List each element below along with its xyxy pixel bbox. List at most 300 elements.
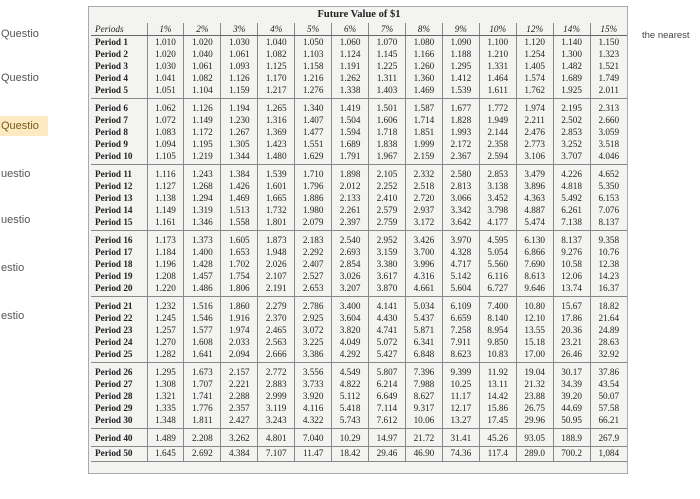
table-cell: 13.74 xyxy=(553,282,590,297)
sidebar-question-tab[interactable]: Questio xyxy=(1,72,39,84)
table-cell: 1.689 xyxy=(553,72,590,84)
table-cell: 1.677 xyxy=(442,99,479,115)
table-cell: 1.149 xyxy=(147,204,184,216)
table-cell: 24.89 xyxy=(590,324,627,336)
table-cell: 3.996 xyxy=(405,258,442,270)
table-cell: 1.464 xyxy=(479,72,516,84)
table-cell: 7.612 xyxy=(369,414,406,429)
table-cell: 1.260 xyxy=(405,60,442,72)
table-cell: 4.141 xyxy=(369,297,406,313)
table-cell: 1.665 xyxy=(258,192,295,204)
table-cell: 17.86 xyxy=(553,312,590,324)
table-cell: 1.925 xyxy=(553,84,590,99)
table-cell: 23.21 xyxy=(553,336,590,348)
row-period-label: Period 20 xyxy=(91,282,147,297)
table-cell: 289.0 xyxy=(516,447,553,462)
table-cell: 5.474 xyxy=(516,216,553,231)
table-cell: 1.338 xyxy=(332,84,369,99)
instruction-note: the nearest xyxy=(642,30,690,41)
table-cell: 2.313 xyxy=(590,99,627,115)
table-cell: 1.718 xyxy=(369,126,406,138)
table-cell: 50.95 xyxy=(553,414,590,429)
table-cell: 1.629 xyxy=(295,150,332,165)
header-rate: 10% xyxy=(479,23,516,36)
table-cell: 2.144 xyxy=(479,126,516,138)
table-cell: 1.335 xyxy=(147,402,184,414)
table-row xyxy=(91,336,627,348)
table-cell: 1.501 xyxy=(369,99,406,115)
table-row xyxy=(91,216,627,231)
table-row xyxy=(91,204,627,216)
table-cell: 3.870 xyxy=(369,282,406,297)
table-cell: 3.225 xyxy=(295,336,332,348)
table-cell: 8.954 xyxy=(479,324,516,336)
table-cell: 1.225 xyxy=(369,60,406,72)
table-cell: 1.184 xyxy=(147,246,184,258)
table-cell: 8.613 xyxy=(516,270,553,282)
table-cell: 1.594 xyxy=(332,126,369,138)
table-cell: 1.796 xyxy=(295,180,332,192)
table-cell: 2.925 xyxy=(295,312,332,324)
table-cell: 7.690 xyxy=(516,258,553,270)
table-cell: 1.262 xyxy=(332,72,369,84)
table-cell: 1.188 xyxy=(442,48,479,60)
table-cell: 2.952 xyxy=(369,231,406,247)
table-cell: 1.116 xyxy=(147,165,184,181)
table-row xyxy=(91,447,627,462)
table-cell: 1.268 xyxy=(184,180,221,192)
table-cell: 1.094 xyxy=(147,138,184,150)
table-cell: 1.166 xyxy=(405,48,442,60)
table-cell: 3.342 xyxy=(442,204,479,216)
table-cell: 3.138 xyxy=(479,180,516,192)
table-cell: 1.150 xyxy=(590,36,627,49)
table-cell: 1.093 xyxy=(221,60,258,72)
table-cell: 12.38 xyxy=(590,258,627,270)
table-row xyxy=(91,36,627,49)
table-cell: 39.20 xyxy=(553,390,590,402)
table-cell: 1.127 xyxy=(147,180,184,192)
table-row xyxy=(91,231,627,247)
table-cell: 1.886 xyxy=(295,192,332,204)
row-period-label: Period 22 xyxy=(95,313,133,323)
table-cell: 1.140 xyxy=(553,36,590,49)
table-cell: 1.217 xyxy=(258,84,295,99)
table-cell: 1.967 xyxy=(369,150,406,165)
table-cell: 43.54 xyxy=(590,378,627,390)
table-cell: 1.010 xyxy=(147,36,184,49)
table-cell: 2.211 xyxy=(516,114,553,126)
table-cell: 23.88 xyxy=(516,390,553,402)
table-cell: 1.105 xyxy=(147,150,184,165)
table-cell: 8.137 xyxy=(553,231,590,247)
table-cell: 1.641 xyxy=(184,348,221,363)
table-cell: 1.457 xyxy=(184,270,221,282)
table-cell: 6.649 xyxy=(369,390,406,402)
table-cell: 1.898 xyxy=(332,165,369,181)
table-row xyxy=(91,363,627,379)
table-cell: 6.109 xyxy=(442,297,479,313)
sidebar-question-tab[interactable]: uestio xyxy=(1,214,31,226)
table-cell: 5.871 xyxy=(405,324,442,336)
table-cell: 1.062 xyxy=(147,99,184,115)
table-cell: 2.465 xyxy=(258,324,295,336)
table-cell: 1.319 xyxy=(184,204,221,216)
table-cell: 10.06 xyxy=(405,414,442,429)
table-cell: 15.86 xyxy=(479,402,516,414)
table-cell: 4.822 xyxy=(332,378,369,390)
table-cell: 117.4 xyxy=(479,447,516,462)
table-cell: 3.798 xyxy=(479,204,516,216)
table-cell: 2.407 xyxy=(295,258,332,270)
table-cell: 1.974 xyxy=(516,99,553,115)
table-cell: 4.887 xyxy=(516,204,553,216)
row-period-label: Period 27 xyxy=(95,379,133,389)
table-cell: 2.397 xyxy=(332,216,369,231)
table-cell: 4.652 xyxy=(590,165,627,181)
sidebar-question-tab[interactable]: uestio xyxy=(1,168,31,180)
row-period-label: Period 50 xyxy=(91,447,147,462)
table-row xyxy=(91,378,627,390)
table-cell: 2.579 xyxy=(369,204,406,216)
table-row xyxy=(91,270,627,282)
table-row xyxy=(91,150,627,165)
table-cell: 1.125 xyxy=(258,60,295,72)
row-period-label: Period 24 xyxy=(95,337,133,347)
table-cell: 1.974 xyxy=(221,324,258,336)
table-row xyxy=(91,402,627,414)
row-period-label: Period 17 xyxy=(95,247,133,257)
table-cell: 12.06 xyxy=(553,270,590,282)
table-cell: 1.587 xyxy=(405,99,442,115)
table-cell: 2.133 xyxy=(332,192,369,204)
table-cell: 1.601 xyxy=(258,180,295,192)
table-cell: 1.419 xyxy=(332,99,369,115)
table-body xyxy=(91,36,627,462)
row-period-label: Period 5 xyxy=(91,84,147,99)
table-row xyxy=(91,414,627,429)
table-cell: 6.116 xyxy=(479,270,516,282)
table-row xyxy=(91,114,627,126)
table-cell: 1.311 xyxy=(369,72,406,84)
table-cell: 1.295 xyxy=(442,60,479,72)
row-period-label: Period 19 xyxy=(95,271,133,281)
table-cell: 1.486 xyxy=(184,282,221,297)
table-cell: 2.666 xyxy=(258,348,295,363)
table-cell: 8.623 xyxy=(442,348,479,363)
table-cell: 1.710 xyxy=(295,165,332,181)
table-cell: 17.00 xyxy=(516,348,553,363)
table-cell: 13.55 xyxy=(516,324,553,336)
table-cell: 5.743 xyxy=(332,414,369,429)
table-cell: 2.191 xyxy=(258,282,295,297)
table-cell: 3.700 xyxy=(405,246,442,258)
row-period-label: Period 18 xyxy=(95,259,133,269)
table-cell: 2.772 xyxy=(258,363,295,379)
table-cell: 1.305 xyxy=(221,138,258,150)
table-cell: 16.37 xyxy=(590,282,627,297)
table-cell: 1.605 xyxy=(221,231,258,247)
table-cell: 1.030 xyxy=(147,60,184,72)
table-cell: 7.138 xyxy=(553,216,590,231)
table-cell: 2.279 xyxy=(258,297,295,313)
table-cell: 7.988 xyxy=(405,378,442,390)
row-period-label: Period 11 xyxy=(95,169,133,179)
table-cell: 4.116 xyxy=(295,402,332,414)
table-cell: 1.400 xyxy=(184,246,221,258)
table-cell: 1,084 xyxy=(590,447,627,462)
table-cell: 1.993 xyxy=(442,126,479,138)
table-cell: 1.196 xyxy=(147,258,184,270)
table-cell: 18.42 xyxy=(332,447,369,462)
table-cell: 1.194 xyxy=(221,99,258,115)
table-cell: 3.386 xyxy=(295,348,332,363)
table-cell: 2.370 xyxy=(258,312,295,324)
table-cell: 37.86 xyxy=(590,363,627,379)
table-cell: 4.741 xyxy=(369,324,406,336)
table-cell: 4.226 xyxy=(553,165,590,181)
table-cell: 3.243 xyxy=(258,414,295,429)
table-cell: 1.308 xyxy=(147,378,184,390)
table-cell: 5.604 xyxy=(442,282,479,297)
table-cell: 1.243 xyxy=(184,165,221,181)
table-cell: 1.020 xyxy=(184,36,221,49)
table-cell: 1.083 xyxy=(147,126,184,138)
table-cell: 14.97 xyxy=(369,429,406,447)
table-cell: 12.10 xyxy=(516,312,553,324)
table-cell: 2.693 xyxy=(332,246,369,258)
table-cell: 4.818 xyxy=(553,180,590,192)
table-cell: 4.322 xyxy=(295,414,332,429)
table-cell: 1.257 xyxy=(147,324,184,336)
table-cell: 4.430 xyxy=(369,312,406,324)
table-row xyxy=(91,390,627,402)
table-cell: 2.094 xyxy=(221,348,258,363)
table-row xyxy=(91,282,627,297)
table-cell: 1.828 xyxy=(442,114,479,126)
table-cell: 1.754 xyxy=(221,270,258,282)
table-cell: 1.173 xyxy=(147,231,184,247)
row-period-label: Period 6 xyxy=(95,103,128,113)
row-period-label: Period 13 xyxy=(95,193,133,203)
table-cell: 1.403 xyxy=(369,84,406,99)
table-cell: 1.551 xyxy=(295,138,332,150)
table-cell: 1.172 xyxy=(184,126,221,138)
table-cell: 6.848 xyxy=(405,348,442,363)
row-period-label: Period 10 xyxy=(91,150,147,165)
table-cell: 7.396 xyxy=(405,363,442,379)
table-row xyxy=(91,48,627,60)
row-period-label: Period 23 xyxy=(95,325,133,335)
row-period-label: Period 30 xyxy=(91,414,147,429)
table-cell: 7.107 xyxy=(258,447,295,462)
table-cell: 3.617 xyxy=(369,270,406,282)
table-header-row xyxy=(91,23,627,36)
table-cell: 3.426 xyxy=(405,231,442,247)
table-cell: 1.611 xyxy=(479,84,516,99)
table-cell: 1.082 xyxy=(258,48,295,60)
table-cell: 2.653 xyxy=(295,282,332,297)
table-cell: 4.549 xyxy=(332,363,369,379)
table-cell: 2.476 xyxy=(516,126,553,138)
header-rate: 1% xyxy=(147,23,184,36)
table-cell: 188.9 xyxy=(553,429,590,447)
table-cell: 14.42 xyxy=(479,390,516,402)
table-cell: 66.21 xyxy=(590,414,627,429)
table-row xyxy=(91,84,627,99)
header-rate: 15% xyxy=(590,23,627,36)
table-cell: 1.267 xyxy=(221,126,258,138)
table-cell: 1.916 xyxy=(221,312,258,324)
table-cell: 28.63 xyxy=(590,336,627,348)
table-cell: 2.660 xyxy=(590,114,627,126)
table-cell: 2.033 xyxy=(221,336,258,348)
table-cell: 2.883 xyxy=(258,378,295,390)
table-cell: 2.079 xyxy=(295,216,332,231)
table-cell: 3.380 xyxy=(369,258,406,270)
table-cell: 2.720 xyxy=(405,192,442,204)
table-cell: 3.262 xyxy=(221,429,258,447)
table-cell: 3.604 xyxy=(332,312,369,324)
table-cell: 4.363 xyxy=(516,192,553,204)
table-cell: 46.90 xyxy=(405,447,442,462)
table-cell: 2.786 xyxy=(295,297,332,313)
header-rate: 8% xyxy=(405,23,442,36)
table-cell: 9.358 xyxy=(590,231,627,247)
table-cell: 1.170 xyxy=(258,72,295,84)
table-cell: 7.258 xyxy=(442,324,479,336)
table-cell: 1.762 xyxy=(516,84,553,99)
table-row xyxy=(91,297,627,313)
table-cell: 1.070 xyxy=(369,36,406,49)
table-cell: 1.040 xyxy=(184,48,221,60)
table-cell: 2.157 xyxy=(221,363,258,379)
table-cell: 15.18 xyxy=(516,336,553,348)
table-cell: 5.418 xyxy=(332,402,369,414)
table-cell: 4.595 xyxy=(479,231,516,247)
table-cell: 2.195 xyxy=(553,99,590,115)
table-cell: 1.504 xyxy=(332,114,369,126)
table-cell: 1.516 xyxy=(184,297,221,313)
table-cell: 1.126 xyxy=(184,99,221,115)
sidebar-question-tab[interactable]: estio xyxy=(1,310,25,322)
table-cell: 2.107 xyxy=(258,270,295,282)
table-cell: 1.749 xyxy=(590,72,627,84)
table-cell: 3.252 xyxy=(553,138,590,150)
table-cell: 1.149 xyxy=(184,114,221,126)
table-cell: 1.791 xyxy=(332,150,369,165)
table-cell: 2.594 xyxy=(479,150,516,165)
table-cell: 1.080 xyxy=(405,36,442,49)
table-cell: 1.838 xyxy=(369,138,406,150)
sidebar-question-tab[interactable]: Questio xyxy=(1,28,39,40)
table-cell: 3.119 xyxy=(258,402,295,414)
table-cell: 3.896 xyxy=(516,180,553,192)
table-cell: 700.2 xyxy=(553,447,590,462)
table-row xyxy=(91,126,627,138)
table-title: Future Value of $1 xyxy=(317,9,401,20)
table-cell: 2.759 xyxy=(369,216,406,231)
table-cell: 2.183 xyxy=(295,231,332,247)
table-cell: 2.221 xyxy=(221,378,258,390)
table-cell: 1.316 xyxy=(258,114,295,126)
table-cell: 1.360 xyxy=(405,72,442,84)
table-cell: 1.208 xyxy=(147,270,184,282)
table-cell: 1.270 xyxy=(147,336,184,348)
table-cell: 1.801 xyxy=(258,216,295,231)
table-cell: 1.423 xyxy=(258,138,295,150)
header-rate: 6% xyxy=(332,23,369,36)
table-cell: 1.072 xyxy=(147,114,184,126)
table-cell: 1.428 xyxy=(184,258,221,270)
table-cell: 5.072 xyxy=(369,336,406,348)
table-row xyxy=(91,180,627,192)
table-cell: 2.853 xyxy=(479,165,516,181)
table-cell: 7.911 xyxy=(442,336,479,348)
table-cell: 3.479 xyxy=(516,165,553,181)
table-cell: 6.341 xyxy=(405,336,442,348)
table-cell: 1.158 xyxy=(295,60,332,72)
table-cell: 1.061 xyxy=(221,48,258,60)
table-cell: 15.67 xyxy=(553,297,590,313)
table-cell: 2.159 xyxy=(405,150,442,165)
table-cell: 2.563 xyxy=(258,336,295,348)
table-cell: 1.321 xyxy=(147,390,184,402)
table-cell: 8.140 xyxy=(479,312,516,324)
table-cell: 12.17 xyxy=(442,402,479,414)
sidebar-question-tab[interactable]: estio xyxy=(1,262,25,274)
table-cell: 5.560 xyxy=(479,258,516,270)
table-cell: 1.220 xyxy=(147,282,184,297)
table-row xyxy=(91,246,627,258)
table-cell: 1.980 xyxy=(295,204,332,216)
row-period-label: Period 25 xyxy=(91,348,147,363)
table-cell: 1.426 xyxy=(221,180,258,192)
table-cell: 1.574 xyxy=(516,72,553,84)
table-cell: 21.72 xyxy=(405,429,442,447)
table-cell: 1.412 xyxy=(442,72,479,84)
table-cell: 3.066 xyxy=(442,192,479,204)
row-period-label: Period 1 xyxy=(95,37,128,47)
table-cell: 1.482 xyxy=(553,60,590,72)
table-cell: 2.012 xyxy=(332,180,369,192)
table-cell: 1.405 xyxy=(516,60,553,72)
table-cell: 1.860 xyxy=(221,297,258,313)
table-cell: 1.030 xyxy=(221,36,258,49)
table-cell: 11.17 xyxy=(442,390,479,402)
table-cell: 1.346 xyxy=(184,216,221,231)
table-cell: 18.82 xyxy=(590,297,627,313)
table-cell: 1.245 xyxy=(147,312,184,324)
table-cell: 8.627 xyxy=(405,390,442,402)
table-cell: 1.851 xyxy=(405,126,442,138)
table-cell: 26.75 xyxy=(516,402,553,414)
row-period-label: Period 29 xyxy=(95,403,133,413)
table-cell: 267.9 xyxy=(590,429,627,447)
table-cell: 4.316 xyxy=(405,270,442,282)
table-cell: 1.120 xyxy=(516,36,553,49)
table-cell: 1.577 xyxy=(184,324,221,336)
table-cell: 31.41 xyxy=(442,429,479,447)
table-cell: 4.801 xyxy=(258,429,295,447)
table-row xyxy=(91,324,627,336)
sidebar-question-tab-active[interactable]: Questio xyxy=(0,116,48,136)
table-cell: 10.76 xyxy=(590,246,627,258)
table-cell: 4.384 xyxy=(221,447,258,462)
table-cell: 1.282 xyxy=(147,348,184,363)
table-cell: 5.034 xyxy=(405,297,442,313)
table-cell: 45.26 xyxy=(479,429,516,447)
